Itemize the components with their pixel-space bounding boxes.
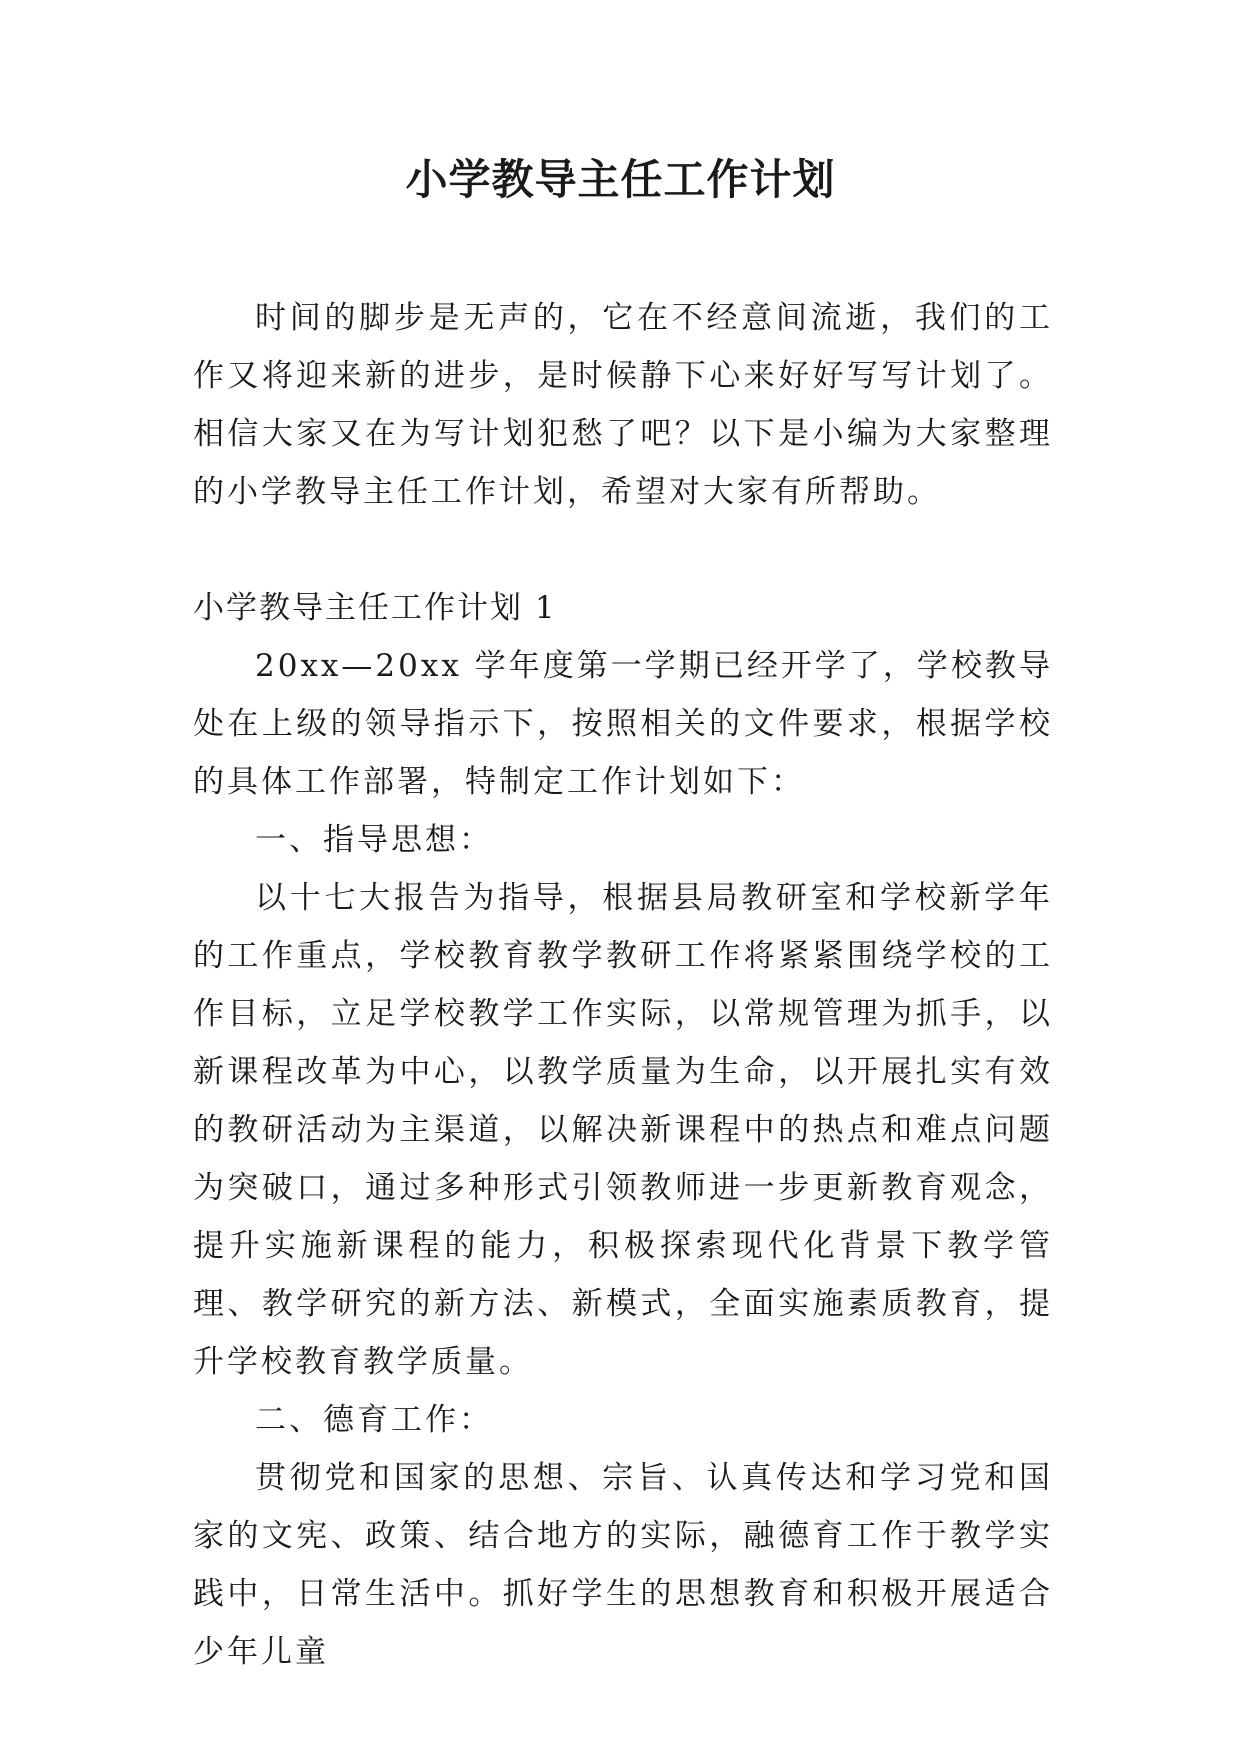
paragraph-moral-education: 贯彻党和国家的思想、宗旨、认真传达和学习党和国家的文宪、政策、结合地方的实际，融德育工作于教学实践中，日常生活中。抓好学生的思想教育和积极开展适合少年儿童: [193, 1460, 1053, 1670]
heading-moral-education: 二、德育工作：: [255, 1402, 493, 1438]
paragraph-guiding-ideology: 以十七大报告为指导，根据县局教研室和学校新学年的工作重点，学校教育教学教研工作将紧紧围绕学校的工作目标，立足学校教学工作实际，以常规管理为抓手，以新课程改革为中心，以教学质量为生命，以开展扎实有效的教研活动为主渠道，以解决新课程中的热点和难点问题为突破口，通过多种形式引领教师进一步更新教育观念，提升实施新课程的能力，积极探索现代化背景下教学管理、教学研究的新方法、新模式，全面实施素质教育，提升学校教育教学质量。: [193, 880, 1053, 1380]
section-title: 小学教导主任工作计划 1: [193, 590, 557, 626]
heading-guiding-ideology: 一、指导思想：: [255, 822, 493, 858]
paragraph-opening: 20xx—20xx 学年度第一学期已经开学了，学校教导处在上级的领导指示下，按照相关的文件要求，根据学校的具体工作部署，特制定工作计划如下：: [193, 648, 1053, 800]
document-body: [193, 289, 1053, 1681]
document-title: 小学教导主任工作计划: [405, 155, 836, 204]
intro-paragraph: 时间的脚步是无声的，它在不经意间流逝，我们的工作又将迎来新的进步，是时候静下心来好好写写计划了。相信大家又在为写计划犯愁了吧？以下是小编为大家整理的小学教导主任工作计划，希望对大家有所帮助。: [193, 300, 1053, 510]
